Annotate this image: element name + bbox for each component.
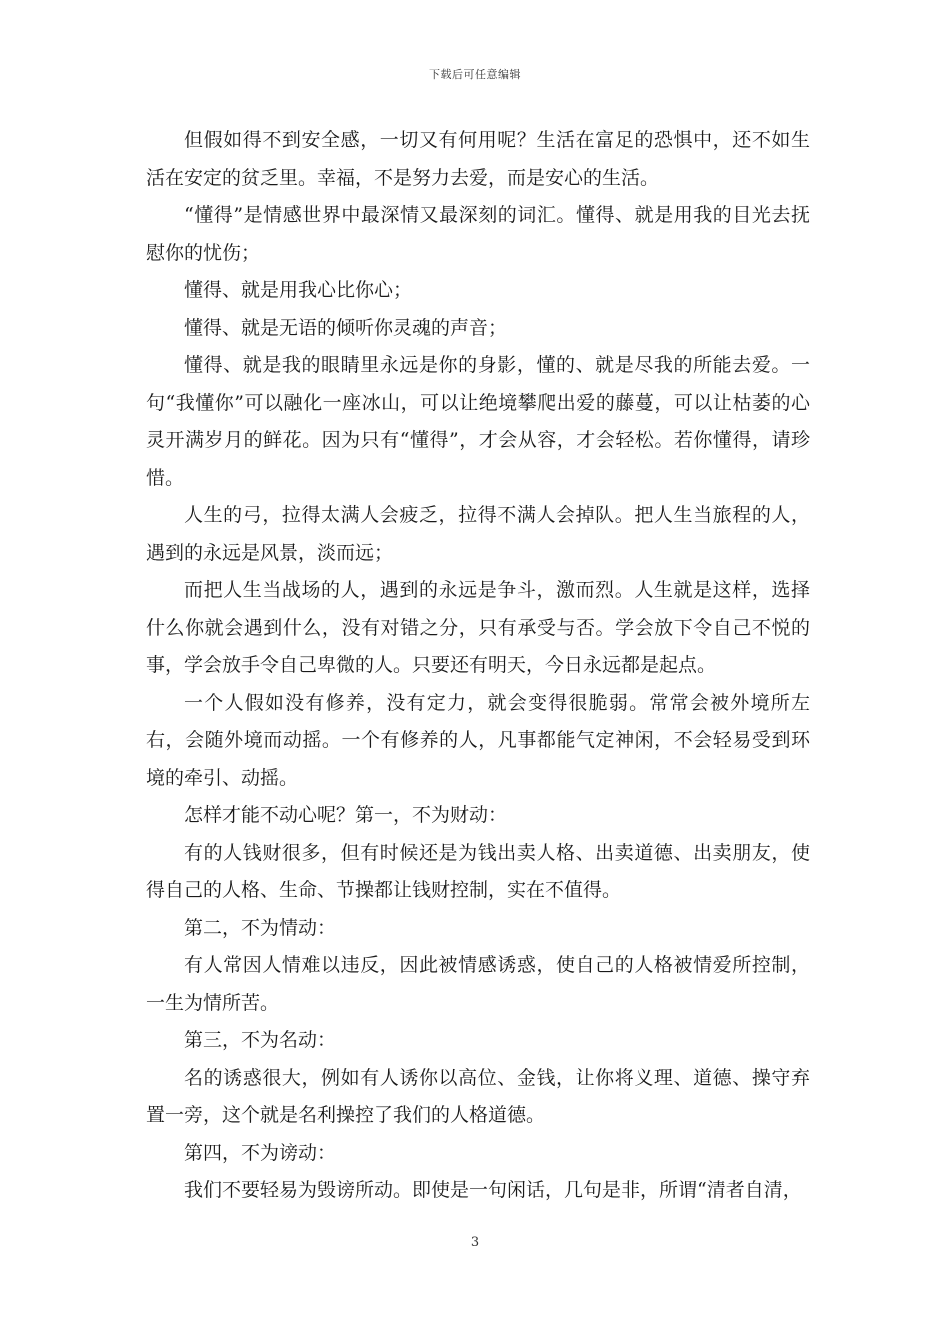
paragraph: 人生的弓，拉得太满人会疲乏，拉得不满人会掉队。把人生当旅程的人，遇到的永远是风景，淡而远； bbox=[146, 504, 810, 564]
page-number: 3 bbox=[470, 1235, 480, 1250]
paragraph: 第二，不为情动： bbox=[184, 916, 337, 939]
paragraph: 懂得、就是无语的倾听你灵魂的声音； bbox=[184, 316, 508, 339]
paragraph: 一个人假如没有修养，没有定力，就会变得很脆弱。常常会被外境所左右，会随外境而动摇。一个有修养的人，凡事都能气定神闲，不会轻易受到环境的牵引、动摇。 bbox=[146, 691, 810, 789]
paragraph: 懂得、就是用我心比你心； bbox=[184, 279, 413, 301]
paragraph: 我们不要轻易为毁谤所动。即使是一句闲话，几句是非，所谓“清者自清， bbox=[184, 1179, 802, 1201]
paragraph: 第四，不为谤动： bbox=[184, 1141, 337, 1164]
paragraph: 懂得、就是我的眼睛里永远是你的身影，懂的、就是尽我的所能去爱。一句“我懂你”可以融化一座冰山，可以让绝境攀爬出爱的藤蔓，可以让枯萎的心灵开满岁月的鲜花。因为只有“懂得”，才会从容，才会轻松。若你懂得，请珍惜。 bbox=[146, 354, 810, 489]
paragraph: 有的人钱财很多，但有时候还是为钱出卖人格、出卖道德、出卖朋友，使得自己的人格、生命、节操都让钱财控制，实在不值得。 bbox=[146, 841, 810, 901]
paragraph: “懂得”是情感世界中最深情又最深刻的词汇。懂得、就是用我的目光去抚慰你的忧伤； bbox=[146, 204, 810, 264]
paragraph: 怎样才能不动心呢？第一，不为财动： bbox=[184, 804, 508, 826]
page-header: 下载后可任意编辑 bbox=[429, 68, 521, 81]
body-text bbox=[146, 122, 810, 1210]
paragraph: 第三，不为名动： bbox=[184, 1029, 337, 1051]
paragraph: 名的诱惑很大，例如有人诱你以高位、金钱，让你将义理、道德、操守弃置一旁，这个就是名利操控了我们的人格道德。 bbox=[146, 1066, 810, 1126]
paragraph: 而把人生当战场的人，遇到的永远是争斗，激而烈。人生就是这样，选择什么你就会遇到什么，没有对错之分，只有承受与否。学会放下令自己不悦的事，学会放手令自己卑微的人。只要还有明天，今日永远都是起点。 bbox=[146, 579, 810, 676]
paragraph: 有人常因人情难以违反，因此被情感诱惑，使自己的人格被情爱所控制，一生为情所苦。 bbox=[146, 954, 810, 1014]
paragraph: 但假如得不到安全感，一切又有何用呢？生活在富足的恐惧中，还不如生活在安定的贫乏里。幸福，不是努力去爱，而是安心的生活。 bbox=[146, 129, 810, 189]
